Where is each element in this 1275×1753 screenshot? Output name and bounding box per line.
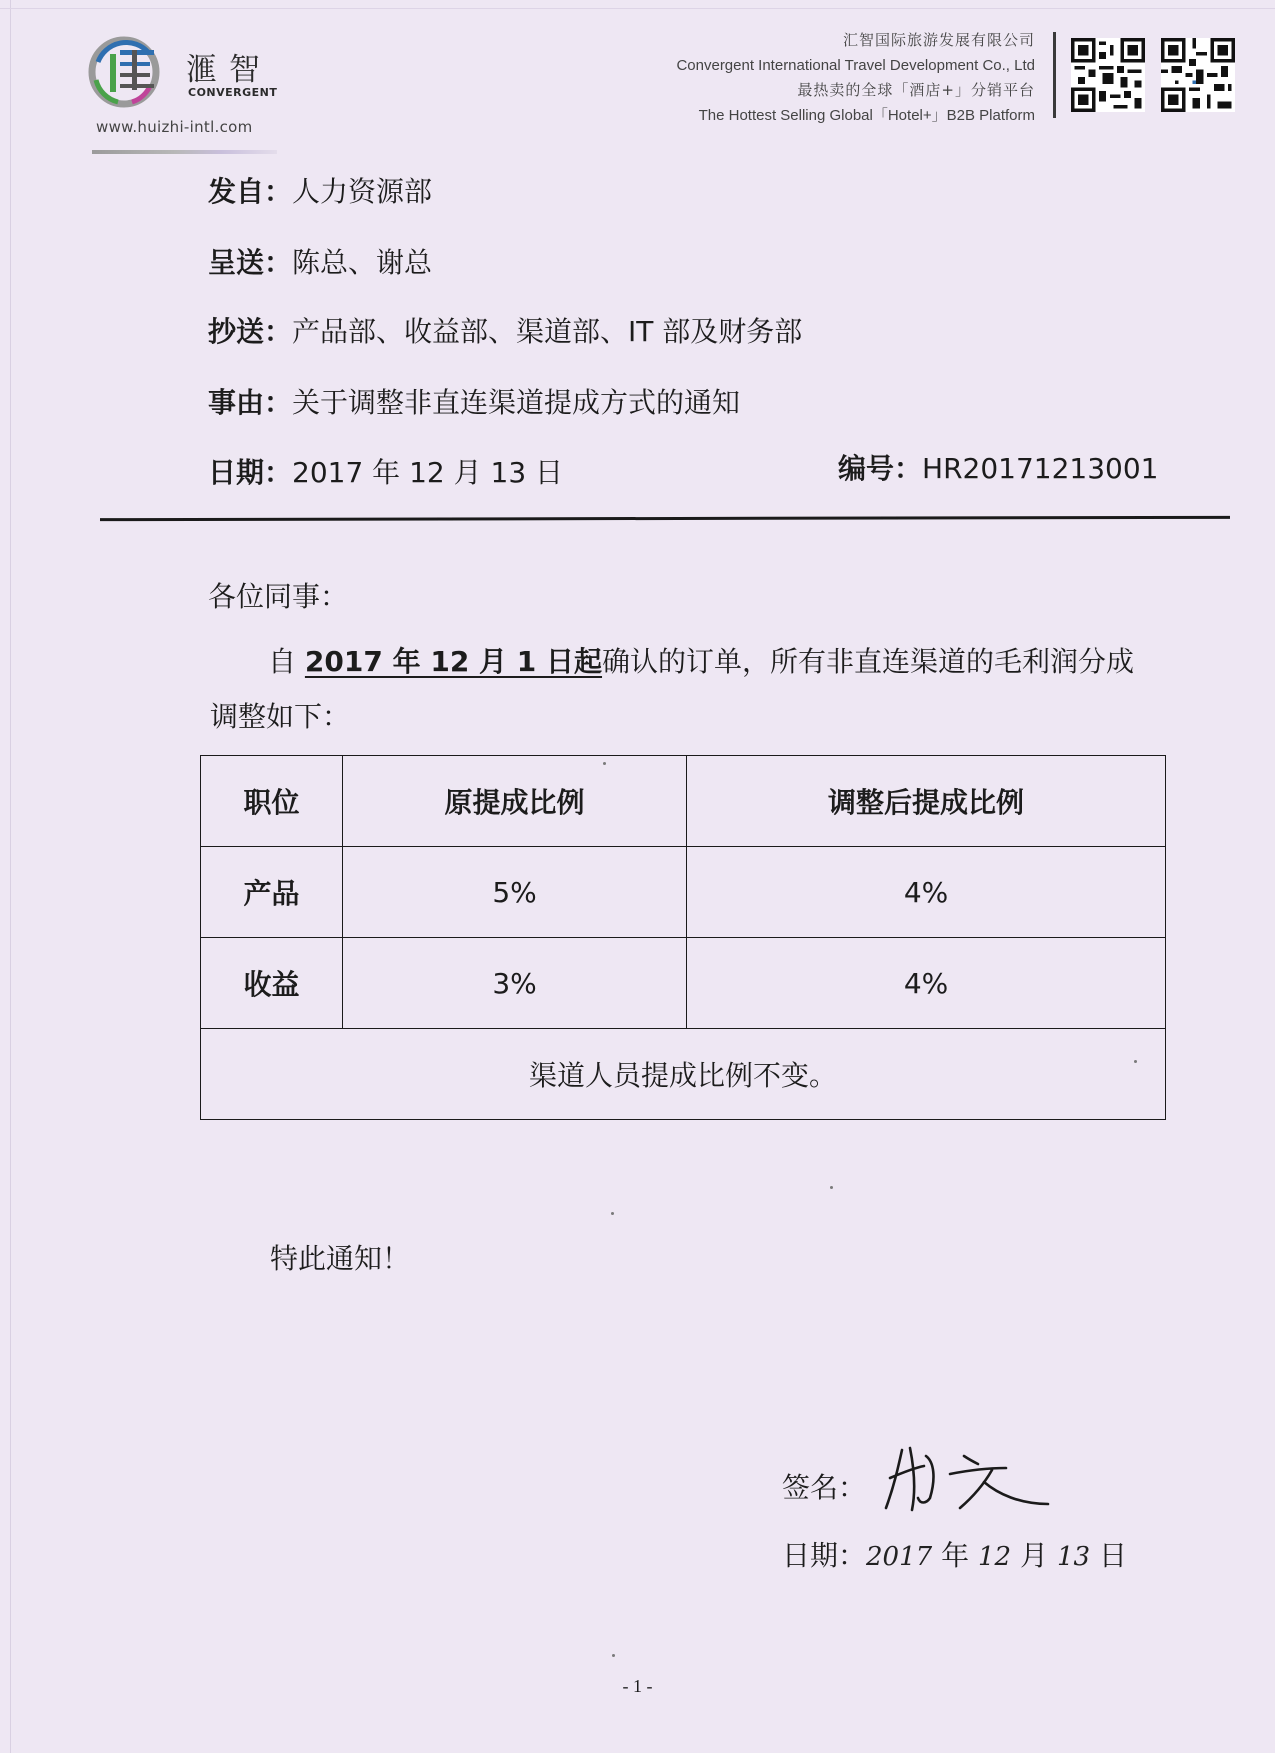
memo-subject [208,381,740,421]
subject-label: 事由： [208,386,293,419]
signoff-day-unit: 日 [1098,1539,1127,1572]
scan-speck [603,762,606,765]
signature-label: 签名： [782,1471,867,1504]
scan-speck [611,1212,614,1215]
table-header-cell: 调整后提成比例 [687,756,1166,847]
memo-from [208,170,432,210]
number-value: HR20171213001 [922,452,1159,485]
date-value: 2017 年 12 月 13 日 [292,456,564,489]
to-value: 陈总、谢总 [292,246,433,279]
company-name-cn: 汇智国际旅游发展有限公司 [842,31,1035,49]
signoff-month: 12 [978,1542,1012,1572]
commission-table [200,755,1166,1120]
company-name-en: Convergent International Travel Development Co., Ltd [676,57,1035,74]
qr-code-icon [1071,38,1145,112]
table-cell-old-rate: 5% [343,847,687,938]
from-label: 发自： [208,175,293,208]
salutation: 各位同事： [208,580,349,613]
signoff-date [782,1534,1127,1574]
company-website: www.huizhi-intl.com [96,118,253,136]
logo-underline [92,150,277,154]
logo-text-cn: 滙智 [186,52,272,88]
table-note-row [201,1029,1166,1120]
table-cell-new-rate: 4% [687,938,1166,1029]
effective-date: 2017 年 12 月 1 日起 [304,645,603,678]
number-label: 编号： [838,452,923,485]
body-paragraph-1 [268,640,1134,680]
scan-speck [612,1654,615,1657]
signoff-date-label: 日期： [782,1539,867,1572]
table-header-cell: 原提成比例 [343,756,687,847]
p1-suffix: 确认的订单，所有非直连渠道的毛利润分成 [602,645,1135,678]
scan-left-edge [10,0,11,1753]
signoff-day: 13 [1056,1542,1091,1572]
table-cell-role: 产品 [201,847,343,938]
date-label: 日期： [208,456,293,489]
memo-number [838,447,1158,487]
scan-speck [1134,1060,1137,1063]
qr-code-icon [1161,38,1235,112]
company-info [676,28,1035,128]
table-cell-new-rate: 4% [687,847,1166,938]
subject-value: 关于调整非直连渠道提成方式的通知 [292,386,741,419]
cc-label: 抄送： [208,315,293,348]
memo-date [208,451,563,491]
signoff-month-unit: 月 [1020,1539,1049,1572]
to-label: 呈送： [208,246,293,279]
company-logo-icon [88,36,168,108]
table-note: 渠道人员提成比例不变。 [201,1029,1166,1120]
p1-prefix: 自 [268,645,305,678]
scan-speck [830,1186,833,1189]
header-rule [100,516,1230,521]
table-row [201,847,1166,938]
table-cell-old-rate: 3% [343,938,687,1029]
body-paragraph-2: 调整如下： [210,700,351,733]
cc-value: 产品部、收益部、渠道部、IT 部及财务部 [292,315,803,348]
closing-line: 特此通知！ [270,1242,411,1275]
table-cell-role: 收益 [201,938,343,1029]
handwritten-signature [880,1438,1060,1518]
memo-to [208,241,432,281]
memo-cc [208,310,802,350]
table-header-row [201,756,1166,847]
table-row [201,938,1166,1029]
scan-top-edge [0,8,1275,9]
slogan-cn: 最热卖的全球「酒店+」分销平台 [797,81,1035,99]
signoff-year-unit: 年 [941,1539,970,1572]
signoff-year: 2017 [866,1542,933,1572]
table-header-cell: 职位 [201,756,343,847]
page-number: - 1 - [622,1676,653,1696]
slogan-en: The Hottest Selling Global「Hotel+」B2B Platform [698,107,1035,124]
from-value: 人力资源部 [292,175,433,208]
header-divider [1053,32,1056,118]
logo-text-en: CONVERGENT [188,86,278,99]
